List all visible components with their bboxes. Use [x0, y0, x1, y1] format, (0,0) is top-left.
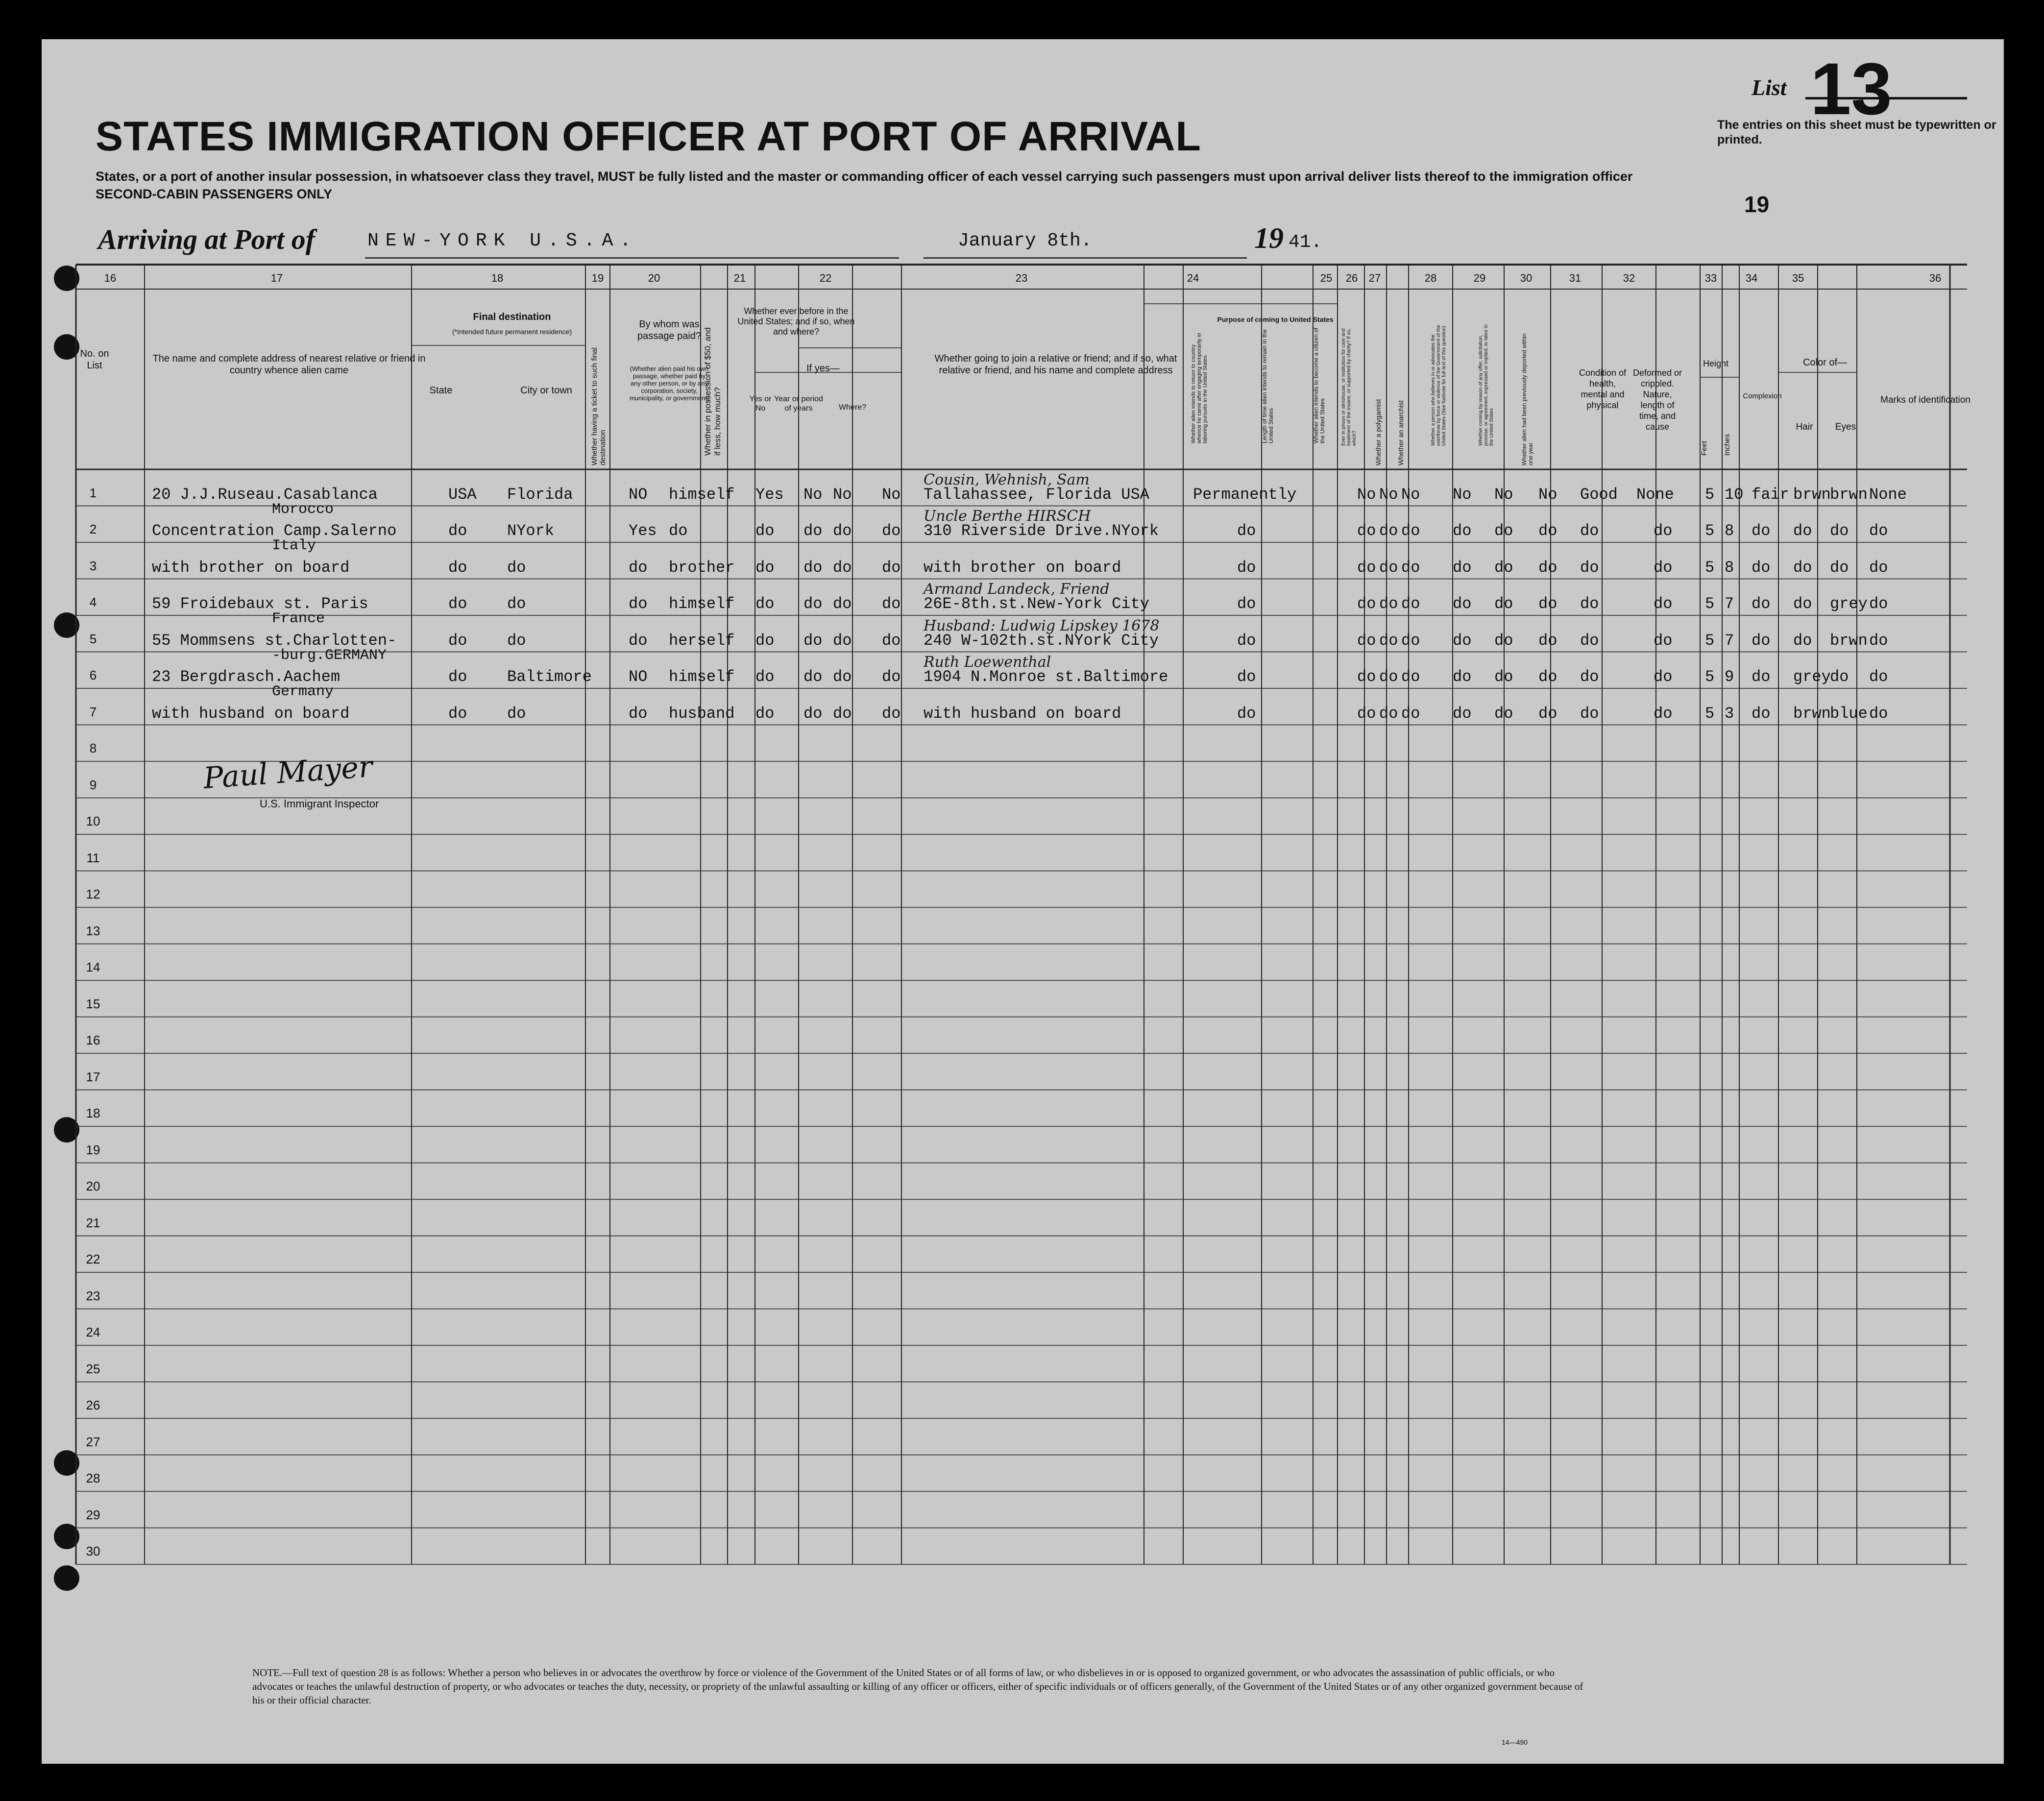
row-number: 3 — [89, 558, 97, 573]
header-yes-no: Yes or No — [749, 395, 772, 413]
row-number: 20 — [86, 1179, 100, 1193]
join-relative-address: Tallahassee, Florida USA — [924, 485, 1149, 504]
ticket-status: do — [629, 558, 648, 577]
ticket-status: NO — [629, 485, 648, 504]
eye-color: brwn — [1830, 631, 1868, 650]
overthrow-status: No — [1453, 485, 1472, 504]
relative-address: with husband on board — [152, 704, 350, 723]
join-relative-name: Ruth Loewenthal — [924, 654, 1051, 671]
anarchist-status: do — [1401, 631, 1420, 650]
deported-status: do — [1538, 631, 1557, 650]
height-feet: 5 — [1705, 595, 1715, 613]
period-of-years: do — [833, 595, 852, 613]
relative-address: 59 Froidebaux st. Paris — [152, 595, 368, 613]
row-number: 8 — [89, 741, 97, 755]
column-number: 32 — [1623, 272, 1635, 284]
header-anarchist: Whether an anarchist — [1397, 400, 1405, 465]
join-relative-name: Uncle Berthe HIRSCH — [924, 508, 1091, 525]
labor-offer-status: do — [1494, 558, 1513, 577]
overthrow-status: do — [1453, 558, 1472, 577]
complexion: do — [1752, 704, 1771, 723]
row-number: 21 — [86, 1215, 100, 1230]
row-number: 1 — [89, 485, 97, 500]
eye-color: blue — [1830, 704, 1868, 723]
column-number: 33 — [1704, 272, 1717, 284]
row-number: 22 — [86, 1252, 100, 1266]
column-number: 30 — [1520, 272, 1533, 284]
period-of-years: do — [833, 631, 852, 650]
row-number: 12 — [86, 887, 100, 901]
header-final-destination-note: (*Intended future permanent residence) — [452, 328, 572, 336]
footnote: NOTE.—Full text of question 28 is as follows: Whether a person who believes in or advocates the overthrow by force or violence of the Government of the United States or of all forms of law, or who disbelieves in or is opposed to organized government, or who advocates the assassination of public officials, or who advocates or teaches the unlawful destruction of property, or who advocates or teaches the duty, necessity, or propriety of the unlawful assaulting or killing of any officer or officers, either of specific individuals or of officers generally, of the Government of the United States or of any other organized government because of his or their official character. — [252, 1667, 1583, 1706]
money-possession: do — [755, 522, 775, 540]
row-number: 24 — [86, 1325, 100, 1339]
join-relative-address: 310 Riverside Drive.NYork — [924, 522, 1159, 540]
overthrow-status: do — [1453, 631, 1472, 650]
column-number: 25 — [1320, 272, 1333, 284]
deported-status: No — [1538, 485, 1557, 504]
complexion: fair — [1752, 485, 1789, 504]
length-of-stay: do — [1237, 704, 1256, 723]
length-of-stay: do — [1237, 595, 1256, 613]
polygamist-status: No — [1379, 485, 1398, 504]
destination-state: do — [448, 522, 467, 540]
identification-marks: do — [1869, 595, 1888, 613]
header-complexion: Complexion — [1743, 392, 1782, 400]
header-feet: Feet — [1700, 440, 1708, 456]
health-condition: do — [1580, 704, 1599, 723]
passage-paid-by: herself — [669, 631, 735, 650]
passage-paid-by: brother — [669, 558, 735, 577]
column-number: 20 — [648, 272, 660, 284]
join-relative-name: Armand Landeck, Friend — [924, 581, 1110, 598]
header-overthrow: Whether a person who believes in or advocates the overthrow by force or violence of the Government of the United States (See footnote for full text of this question) — [1431, 325, 1447, 446]
deported-status: do — [1538, 558, 1557, 577]
labor-offer-status: do — [1494, 595, 1513, 613]
destination-city: do — [507, 558, 526, 577]
list-label: List — [1752, 75, 1787, 100]
health-condition: do — [1580, 595, 1599, 613]
period-of-years: do — [833, 558, 852, 577]
prison-status: do — [1357, 595, 1376, 613]
complexion: do — [1752, 595, 1771, 613]
polygamist-status: do — [1379, 668, 1398, 686]
money-possession: do — [755, 704, 775, 723]
column-number: 29 — [1473, 272, 1486, 284]
height-feet: 5 — [1705, 485, 1715, 504]
header-eyes: Eyes — [1835, 422, 1856, 432]
where-previously: do — [882, 668, 901, 686]
destination-state: USA — [448, 485, 477, 504]
header-no-on-list: No. on List — [80, 348, 109, 371]
overthrow-status: do — [1453, 595, 1472, 613]
relative-address: Concentration Camp.Salerno — [152, 522, 397, 540]
identification-marks: None — [1869, 485, 1907, 504]
height-feet: 5 — [1705, 668, 1715, 686]
row-number: 10 — [86, 814, 100, 828]
join-relative-address: 1904 N.Monroe st.Baltimore — [924, 668, 1168, 686]
identification-marks: do — [1869, 668, 1888, 686]
where-previously: do — [882, 558, 901, 577]
column-number: 19 — [591, 272, 604, 284]
row-number: 28 — [86, 1471, 100, 1485]
sheet-number: 19 — [1744, 192, 1770, 217]
deformity: do — [1654, 668, 1673, 686]
prison-status: do — [1357, 631, 1376, 650]
where-previously: do — [882, 595, 901, 613]
health-condition: Good — [1580, 485, 1618, 504]
height-feet: 5 — [1705, 631, 1715, 650]
column-number: 34 — [1745, 272, 1758, 284]
labor-offer-status: do — [1494, 631, 1513, 650]
ever-before-in-us: do — [803, 522, 823, 540]
eye-color: do — [1830, 522, 1849, 540]
height-feet: 5 — [1705, 558, 1715, 577]
table-grid — [42, 39, 2004, 1764]
where-previously: do — [882, 631, 901, 650]
health-condition: do — [1580, 558, 1599, 577]
row-number: 5 — [89, 631, 97, 646]
period-of-years: do — [833, 522, 852, 540]
identification-marks: do — [1869, 558, 1888, 577]
ever-before-in-us: do — [803, 631, 823, 650]
complexion: do — [1752, 558, 1771, 577]
column-number: 36 — [1929, 272, 1942, 284]
join-relative-address: with brother on board — [924, 558, 1121, 577]
row-number: 19 — [86, 1142, 100, 1157]
deported-status: do — [1538, 668, 1557, 686]
passage-paid-by: husband — [669, 704, 735, 723]
column-number: 24 — [1187, 272, 1199, 284]
instructions — [96, 168, 1688, 203]
polygamist-status: do — [1379, 522, 1398, 540]
header-labor: Whether coming by reason of any offer, solicitation, promise, or agreement, expressed or implied, to labor in the United States — [1478, 324, 1494, 446]
polygamist-status: do — [1379, 631, 1398, 650]
money-possession: do — [755, 558, 775, 577]
row-number: 25 — [86, 1361, 100, 1376]
labor-offer-status: do — [1494, 704, 1513, 723]
row-number: 7 — [89, 704, 97, 719]
list-underline — [1805, 97, 1967, 99]
page-title: STATES IMMIGRATION OFFICER AT PORT OF ARRIVAL — [96, 113, 1201, 159]
prison-status: No — [1357, 485, 1376, 504]
header-ticket: Whether having a ticket to such final destination — [590, 347, 607, 465]
prison-status: do — [1357, 704, 1376, 723]
period-of-years: No — [833, 485, 852, 504]
row-number: 13 — [86, 923, 100, 938]
overthrow-status: do — [1453, 704, 1472, 723]
manifest-sheet — [42, 39, 2004, 1764]
length-of-stay: do — [1237, 558, 1256, 577]
ever-before-in-us: do — [803, 595, 823, 613]
labor-offer-status: No — [1494, 485, 1513, 504]
ever-before-in-us: do — [803, 558, 823, 577]
column-number: 28 — [1424, 272, 1437, 284]
header-join-relative: Whether going to join a relative or friend; and if so, what relative or friend, and his name and complete address — [934, 353, 1177, 376]
length-of-stay: do — [1237, 668, 1256, 686]
height-inches: 9 — [1725, 668, 1734, 686]
ticket-status: NO — [629, 668, 648, 686]
relative-address-line2: Morocco — [272, 501, 334, 518]
anarchist-status: do — [1401, 704, 1420, 723]
destination-state: do — [448, 704, 467, 723]
eye-color: do — [1830, 558, 1849, 577]
row-number: 27 — [86, 1434, 100, 1449]
relative-address: 20 J.J.Ruseau.Casablanca — [152, 485, 378, 504]
hair-color: do — [1793, 631, 1812, 650]
money-possession: do — [755, 631, 775, 650]
relative-address: 55 Mommsens st.Charlotten- — [152, 631, 397, 650]
header-passage-paid-note: (Whether alien paid his own passage, whether paid by any other person, or by any corporation, society, municipality, or government) — [629, 365, 709, 402]
row-number: 9 — [89, 777, 97, 792]
hair-color: brwn — [1793, 485, 1831, 504]
destination-state: do — [448, 558, 467, 577]
height-feet: 5 — [1705, 522, 1715, 540]
polygamist-status: do — [1379, 595, 1398, 613]
period-of-years: do — [833, 668, 852, 686]
header-money: Whether in possession of $50, and if less, how much? — [703, 327, 722, 456]
join-relative-address: with husband on board — [924, 704, 1121, 723]
header-inches: Inches — [1723, 434, 1731, 456]
height-inches: 8 — [1725, 558, 1734, 577]
ever-before-in-us: No — [803, 485, 823, 504]
ticket-status: do — [629, 704, 648, 723]
arrival-date: January 8th. — [958, 230, 1092, 251]
join-relative-name: Husband: Ludwig Lipskey 1678 — [924, 617, 1160, 634]
where-previously: do — [882, 704, 901, 723]
destination-state: do — [448, 631, 467, 650]
arrival-year: 41. — [1289, 232, 1322, 253]
anarchist-status: do — [1401, 558, 1420, 577]
anarchist-status: No — [1401, 485, 1420, 504]
column-number: 27 — [1368, 272, 1381, 284]
length-of-stay: do — [1237, 631, 1256, 650]
inspector-label: U.S. Immigrant Inspector — [260, 798, 379, 810]
column-number: 21 — [733, 272, 746, 284]
relative-address-line2: Italy — [272, 537, 316, 554]
header-where: Where? — [838, 403, 867, 412]
deformity: do — [1654, 595, 1673, 613]
header-deformed: Deformed or crippled. Nature, length of time, and cause — [1632, 368, 1682, 432]
labor-offer-status: do — [1494, 668, 1513, 686]
header-deported: Whether alien had been previously deported within one year — [1521, 333, 1534, 465]
hair-color: brwn — [1793, 704, 1831, 723]
header-relative: The name and complete address of nearest relative or friend in country whence alien came — [152, 353, 426, 376]
row-number: 23 — [86, 1288, 100, 1303]
column-number: 35 — [1792, 272, 1804, 284]
row-number: 6 — [89, 668, 97, 682]
row-number: 29 — [86, 1507, 100, 1522]
anarchist-status: do — [1401, 668, 1420, 686]
prison-status: do — [1357, 558, 1376, 577]
overthrow-status: do — [1453, 668, 1472, 686]
hair-color: grey — [1793, 668, 1831, 686]
join-relative-name: Cousin, Wehnish, Sam — [924, 471, 1090, 488]
column-number: 18 — [491, 272, 504, 284]
header-ever-before: Whether ever before in the United States; and if so, when and where? — [737, 306, 855, 337]
punch-hole — [54, 1565, 79, 1591]
row-number: 26 — [86, 1398, 100, 1412]
header-period: Year or period of years — [774, 395, 823, 413]
passage-paid-by: himself — [669, 485, 735, 504]
deformity: do — [1654, 522, 1673, 540]
complexion: do — [1752, 522, 1771, 540]
relative-address-line2: Germany — [272, 683, 334, 700]
entries-note: The entries on this sheet must be typewritten or printed. — [1717, 118, 1996, 146]
anarchist-status: do — [1401, 522, 1420, 540]
health-condition: do — [1580, 522, 1599, 540]
eye-color: do — [1830, 668, 1849, 686]
destination-city: NYork — [507, 522, 555, 540]
header-health: Condition of health, mental and physical — [1579, 368, 1627, 410]
header-color-of: Color of— — [1802, 357, 1848, 368]
prison-status: do — [1357, 668, 1376, 686]
arrival-year-prefix: 19 — [1254, 222, 1284, 254]
punch-hole — [54, 266, 79, 291]
length-of-stay: do — [1237, 522, 1256, 540]
passage-paid-by: do — [669, 522, 688, 540]
port-underline — [365, 257, 899, 259]
health-condition: do — [1580, 631, 1599, 650]
money-possession: do — [755, 668, 775, 686]
header-polygamist: Whether a polygamist — [1374, 399, 1382, 465]
where-previously: No — [882, 485, 901, 504]
destination-city: do — [507, 595, 526, 613]
height-inches: 10 — [1725, 485, 1744, 504]
column-number: 17 — [270, 272, 283, 284]
complexion: do — [1752, 668, 1771, 686]
destination-state: do — [448, 595, 467, 613]
ticket-status: do — [629, 631, 648, 650]
ever-before-in-us: do — [803, 704, 823, 723]
header-hair: Hair — [1796, 422, 1813, 432]
identification-marks: do — [1869, 522, 1888, 540]
deformity: do — [1654, 558, 1673, 577]
relative-address: with brother on board — [152, 558, 350, 577]
header-state: State — [429, 385, 453, 396]
deformity: do — [1654, 704, 1673, 723]
column-number: 16 — [104, 272, 117, 284]
passage-paid-by: himself — [669, 668, 735, 686]
inspector-signature: Paul Mayer — [202, 750, 374, 796]
column-number: 22 — [819, 272, 832, 284]
list-number: 13 — [1810, 48, 1892, 130]
height-inches: 7 — [1725, 595, 1734, 613]
header-final-destination: Final destination — [473, 312, 551, 322]
column-number: 23 — [1015, 272, 1028, 284]
row-number: 11 — [86, 850, 100, 865]
header-citizen: Whether alien intends to become a citizen of the United States — [1313, 327, 1326, 443]
polygamist-status: do — [1379, 704, 1398, 723]
row-number: 18 — [86, 1106, 100, 1120]
row-number: 17 — [86, 1069, 100, 1084]
deported-status: do — [1538, 522, 1557, 540]
ever-before-in-us: do — [803, 668, 823, 686]
destination-city: do — [507, 704, 526, 723]
eye-color: brwn — [1830, 485, 1868, 504]
destination-city: Baltimore — [507, 668, 592, 686]
column-number: 31 — [1569, 272, 1582, 284]
header-if-yes: If yes— — [806, 363, 840, 374]
height-feet: 5 — [1705, 704, 1715, 723]
header-city: City or town — [520, 385, 572, 396]
anarchist-status: do — [1401, 595, 1420, 613]
header-height: Height — [1703, 359, 1729, 368]
row-number: 30 — [86, 1544, 100, 1558]
overthrow-status: do — [1453, 522, 1472, 540]
relative-address-line2: -burg.GERMANY — [272, 647, 387, 664]
deported-status: do — [1538, 704, 1557, 723]
join-relative-address: 26E-8th.st.New-York City — [924, 595, 1149, 613]
hair-color: do — [1793, 522, 1812, 540]
destination-city: Florida — [507, 485, 573, 504]
height-inches: 7 — [1725, 631, 1734, 650]
identification-marks: do — [1869, 631, 1888, 650]
passage-paid-by: himself — [669, 595, 735, 613]
class-note: SECOND-CABIN PASSENGERS ONLY — [96, 187, 333, 201]
header-passage-paid: By whom was passage paid? — [637, 319, 702, 341]
height-inches: 3 — [1725, 704, 1734, 723]
punch-hole — [54, 334, 79, 360]
prison-status: do — [1357, 522, 1376, 540]
date-underline — [924, 257, 1247, 259]
complexion: do — [1752, 631, 1771, 650]
health-condition: do — [1580, 668, 1599, 686]
row-number: 4 — [89, 595, 97, 609]
header-length: Length of time alien intends to remain in the United States — [1261, 329, 1274, 443]
destination-state: do — [448, 668, 467, 686]
relative-address: 23 Bergdrasch.Aachem — [152, 668, 341, 686]
row-number: 2 — [89, 522, 97, 536]
period-of-years: do — [833, 704, 852, 723]
arriving-label: Arriving at Port of — [98, 223, 316, 255]
header-purpose: Purpose of coming to United States — [1217, 316, 1334, 323]
eye-color: grey — [1830, 595, 1868, 613]
identification-marks: do — [1869, 704, 1888, 723]
height-inches: 8 — [1725, 522, 1734, 540]
deformity: do — [1654, 631, 1673, 650]
ticket-status: Yes — [629, 522, 657, 540]
header-marks: Marks of identification — [1880, 395, 1971, 405]
header-return: Whether alien intends to return to country whence he came after engaging temporarily in laboring pursuits in the United States — [1191, 333, 1208, 443]
labor-offer-status: do — [1494, 522, 1513, 540]
instructions-text: States, or a port of another insular possession, in whatsoever class they travel, MUST be fully listed and the master or commanding officer of each vessel carrying such passengers must upon arrival deliver lists thereof to the immigration officer — [96, 169, 1633, 184]
arrival-port: NEW-YORK U.S.A. — [367, 230, 638, 251]
money-possession: do — [755, 595, 775, 613]
hair-color: do — [1793, 558, 1812, 577]
destination-city: do — [507, 631, 526, 650]
form-code: 14—490 — [1502, 1738, 1528, 1746]
ticket-status: do — [629, 595, 648, 613]
join-relative-address: 240 W-102th.st.NYork City — [924, 631, 1159, 650]
row-number: 16 — [86, 1033, 100, 1047]
deported-status: do — [1538, 595, 1557, 613]
where-previously: do — [882, 522, 901, 540]
header-prison: Ever in prison or almshouse, or institution for care and treatment of the insane, or supported by charity? If so, which? — [1341, 328, 1357, 446]
relative-address-line2: France — [272, 610, 325, 627]
row-number: 15 — [86, 996, 100, 1011]
money-possession: Yes — [755, 485, 784, 504]
length-of-stay: Permanently — [1193, 485, 1297, 504]
polygamist-status: do — [1379, 558, 1398, 577]
hair-color: do — [1793, 595, 1812, 613]
column-number: 26 — [1345, 272, 1358, 284]
row-number: 14 — [86, 960, 100, 974]
deformity: None — [1636, 485, 1674, 504]
